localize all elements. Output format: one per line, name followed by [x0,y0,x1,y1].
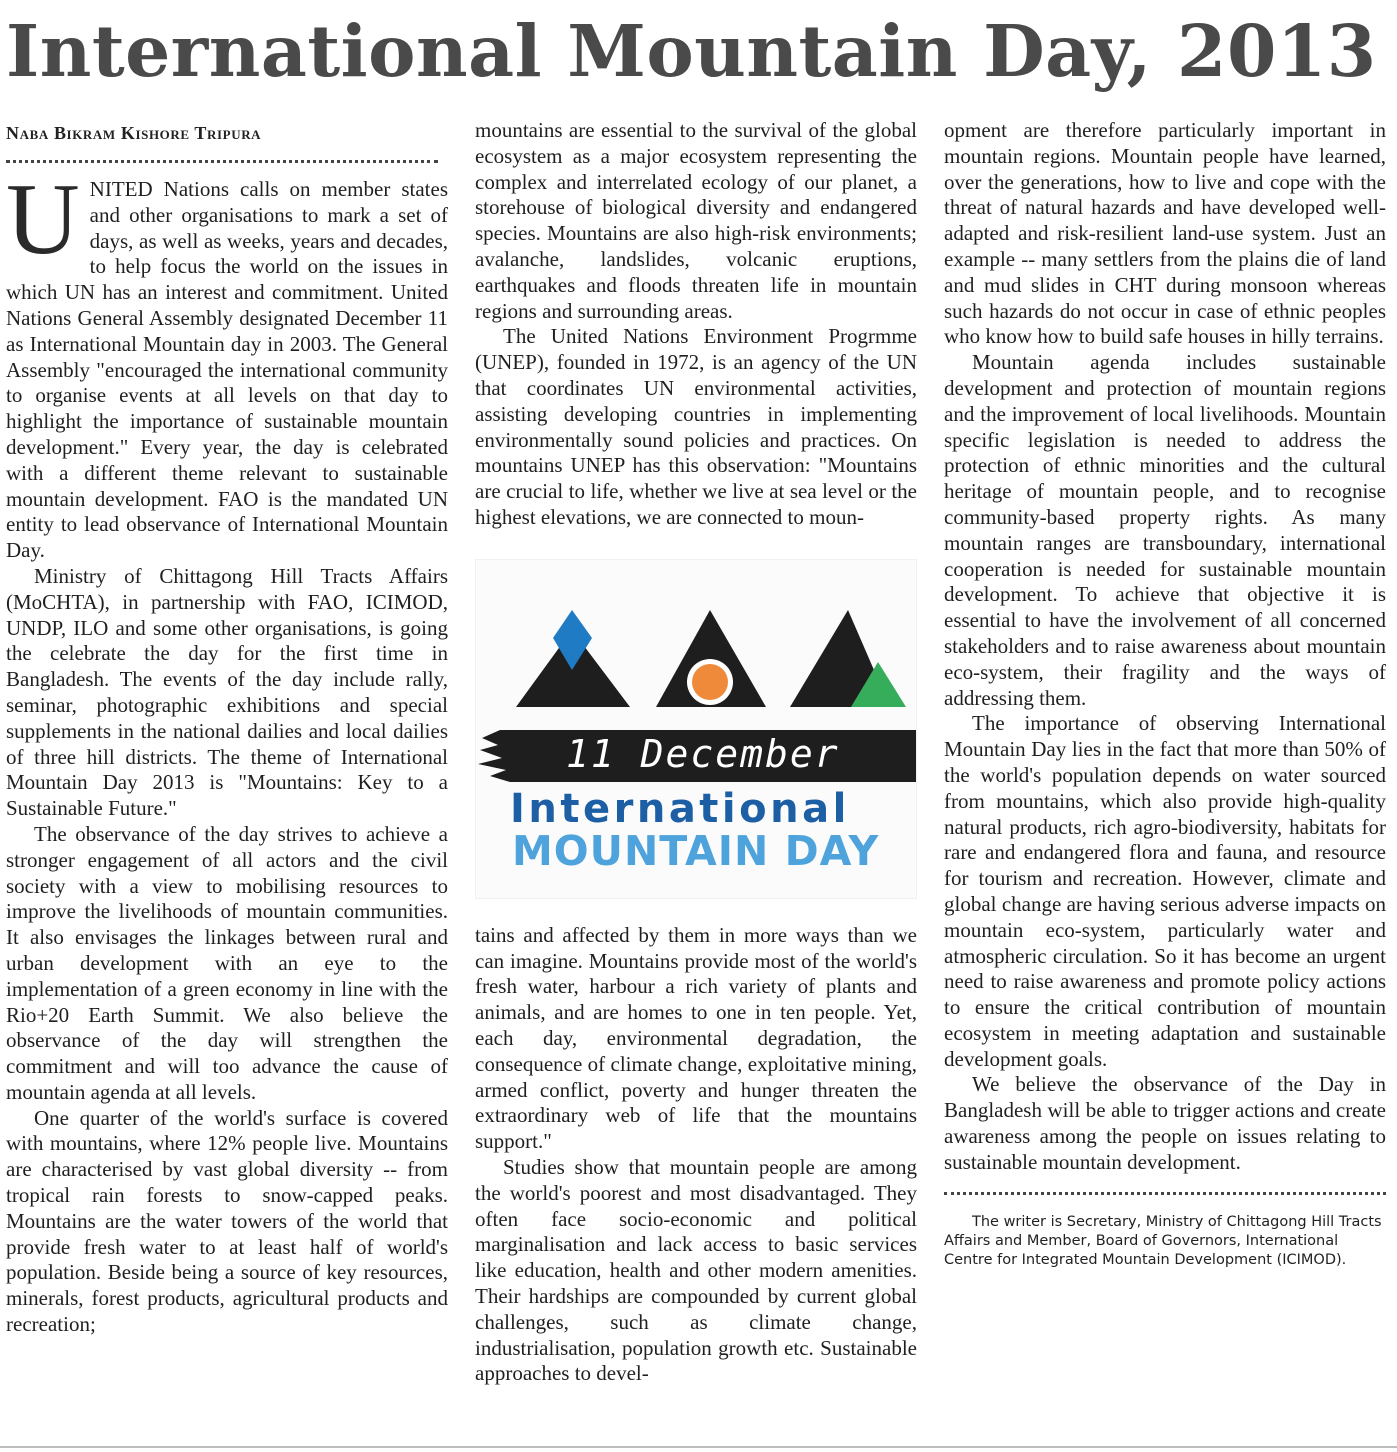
article-paragraph: The importance of observing International Mountain Day lies in the fact that more than 50% of the world's population depends on water sourced from mountains, which also provide high-quality natural products, rich agro-biodiversity, habitats for rare and endangered flora and fauna, and resource for tourism and recreation. However, climate and global change are having serious adverse impacts on mountain eco-system, particularly water and atmospheric circulation. So it has become an urgent need to raise awareness and promote policy actions to ensure the critical contribution of mountain ecosystem in meeting adaptation and sustainable development goals. [944,711,1386,1071]
article-paragraph: mountains are essential to the survival of the global ecosystem as a major ecosystem representing the complex and interrelated ecology of our planet, a storehouse of biological diversity and endangered species. Mountains are also high-risk environments; avalanche, landslides, volcanic eruptions, earthquakes and floods threaten life in mountain regions and surrounding areas. [475,118,917,323]
footer-divider [944,1192,1386,1195]
orange-sun-fill [692,664,728,700]
author-note: The writer is Secretary, Ministry of Chittagong Hill Tracts Affairs and Member, Board of Governors, International Centre for Integrated Mountain Development (ICIMOD). [944,1213,1382,1268]
drop-cap: U [6,163,80,276]
column-1 [6,118,448,1338]
article-paragraph: tains and affected by them in more ways than we can imagine. Mountains provide most of the world's fresh water, harbour a rich variety of plants and animals, and are homes to one in ten people. Yet, each day, environmental degradation, the consequence of climate change, exploitative mining, armed conflict, poverty and hunger threaten the extraordinary web of life that the mountains support." [475,922,917,1154]
article-paragraph [6,163,448,564]
article-paragraph: Studies show that mountain people are among the world's poorest and most disadvantaged. They often face socio-economic and political marginalisation and lack access to basic services like education, health and other modern amenities. Their hardships are compounded by current global challenges, such as climate change, industrialisation, population growth etc. Sustainable approaches to devel- [475,1154,917,1386]
article-paragraph: Ministry of Chittagong Hill Tracts Affairs (MoCHTA), in partnership with FAO, ICIMOD, UNDP, ILO and some other organisations, is going the celebrate the day for the first time in Bangladesh. The events of the day include rally, seminar, photographic exhibitions and special supplements in the national dailies and local dailies of three hill districts. The theme of International Mountain Day 2013 is "Mountains: Key to a Sustainable Future." [6,563,448,821]
column-2 [475,118,917,1387]
mountain-day-logo [475,559,917,899]
logo-graphic [476,560,916,898]
logo-date-text: 11 December [566,731,840,776]
article-paragraph: One quarter of the world's surface is covered with mountains, where 12% people live. Mountains are characterised by vast global diversity -- from tropical rain forests to snow-capped peaks. Mountains are the water towers of the world that provide fresh water to at least half of world's population. Beside being a source of key resources, minerals, forest products, agricultural products and recreation; [6,1105,448,1337]
article-paragraph: The observance of the day strives to achieve a stronger engagement of all actors and the civil society with a view to mobilising resources to improve the livelihoods of mountain communities. It also envisages the linkages between rural and urban development with an eye to the implementation of a green economy in line with the Rio+20 Earth Summit. We also believe the observance of the day will strengthen the commitment and will too advance the cause of mountain agenda at all levels. [6,821,448,1104]
article-paragraph: We believe the observance of the Day in Bangladesh will be able to trigger actions and create awareness among the people on issues relating to sustainable mountain development. [944,1072,1386,1174]
article-paragraph: opment are therefore particularly important in mountain regions. Mountain people have learned, over the generations, how to live and cope with the threat of natural hazards and have developed well-adapted and risk-resilient land-use system. Just an example -- many settlers from the plains die of land and mud slides in CHT during monsoon whereas such hazards do not occur in case of ethnic peoples who know how to build safe houses in hilly terrains. [944,118,1386,349]
bottom-rule [0,1446,1397,1448]
byline: Naba Bikram Kishore Tripura [6,123,262,143]
article-paragraph: The United Nations Environment Progrmme (UNEP), founded in 1972, is an agency of the UN that coordinates UN environmental activities, assisting developing countries in implementing environmentally sound policies and practices. On mountains UNEP has this observation: "Mountains are crucial to life, whether we live at sea level or the highest elevations, we are connected to moun- [475,324,917,529]
article-paragraph: Mountain agenda includes sustainable development and protection of mountain regions and the improvement of local livelihoods. Mountain specific legislation is needed to address the protection of ethnic minorities and the cultural heritage of mountain people, and to recognise community-based property rights. As many mountain ranges are transboundary, international cooperation is needed for sustainable mountain development. To achieve that objective it is essential to have the involvement of all concerned stakeholders and to raise awareness about mountain eco-system, their fragility and the ways of addressing them. [944,350,1386,710]
logo-title-line-2: MOUNTAIN DAY [512,826,880,875]
logo-title-line-1: International [510,785,850,832]
headline: International Mountain Day, 2013 [6,9,1377,93]
paragraph-text: NITED Nations calls on member states and other organisations to mark a set of days, as well as weeks, years and decades, to help focus the world on the issues in which UN has an interest and commitment. United Nations General Assembly designated December 11 as International Mountain day in 2003. The General Assembly "encouraged the international community to organise events at all levels on that day to highlight the importance of sustainable mountain development." Every year, the day is celebrated with a different theme relevant to sustainable mountain development. FAO is the mandated UN entity to lead observance of International Mountain Day. [6,177,448,563]
column-3 [944,118,1386,1270]
